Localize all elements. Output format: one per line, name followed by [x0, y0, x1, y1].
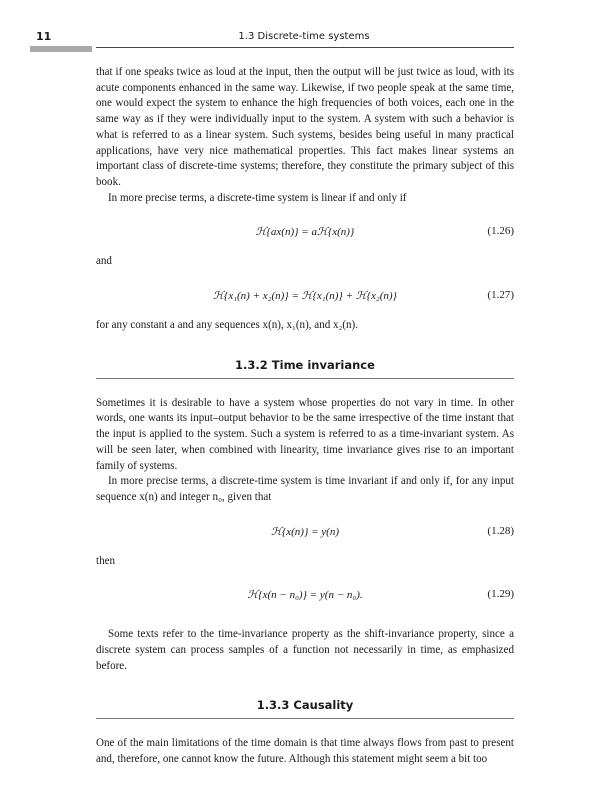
equation-body: ℋ{x₁(n) + x₂(n)} = ℋ{x₁(n)} + ℋ{x₂(n)}	[213, 290, 397, 303]
paragraph-causality-intro: One of the main limitations of the time domain is that time always flows from past to present and, therefore, one cannot know the future. Although this statement might seem a bit too	[96, 737, 514, 766]
paragraph-then: then	[96, 554, 116, 567]
page-body	[96, 65, 514, 768]
header-rule	[96, 47, 514, 48]
paragraph-shift-invariance: Some texts refer to the time-invariance property as the shift-invariance property, since a discrete system can process samples of a function not necessarily in time, as emphasized before.	[96, 628, 514, 672]
equation-body: ℋ{ax(n)} = aℋ{x(n)}	[255, 226, 355, 239]
equation-1-29	[96, 585, 514, 607]
paragraph-time-invariance-definition: In more precise terms, a discrete-time system is time invariant if and only if, for any input sequence x(n) and integer n₀, given that	[96, 475, 514, 503]
equation-1-27	[96, 286, 514, 308]
equation-body: ℋ{x(n)} = y(n)	[270, 525, 339, 538]
equation-number: (1.29)	[487, 588, 514, 601]
paragraph-and: and	[96, 255, 112, 268]
page-number: 11	[36, 30, 52, 43]
equation-number: (1.27)	[487, 289, 514, 302]
equation-number: (1.28)	[487, 524, 514, 537]
paragraph-linear-definition: In more precise terms, a discrete-time system is linear if and only if	[108, 191, 407, 204]
paragraph-linear-intro: that if one speaks twice as loud at the input, then the output will be just twice as loud, with its acute components enhanced in the same way. Likewise, if two people speak at the same time, one would expect the system to enhance the high frequencies of both voices, each one in the same way as if they were individually input to the system. A system with such a behavior is what is referred to as a linear system. Such systems, besides being useful in many practical applications, have very nice mathematical properties. This fact makes linear systems an important class of discrete-time systems; therefore, they constitute the primary subject of this book.	[96, 66, 514, 188]
section-heading-causality: 1.3.3 Causality	[96, 698, 514, 719]
running-header: 1.3 Discrete-time systems	[238, 31, 370, 42]
equation-number: (1.26)	[487, 225, 514, 238]
equation-1-26	[96, 222, 514, 244]
equation-1-28	[96, 522, 514, 544]
equation-body: ℋ{x(n − n₀)} = y(n − n₀).	[247, 589, 363, 602]
paragraph-linear-conditions: for any constant a and any sequences x(n), x₁(n), and x₂(n).	[96, 319, 358, 332]
section-heading-time-invariance: 1.3.2 Time invariance	[96, 358, 514, 379]
header-bar	[30, 46, 92, 52]
paragraph-time-invariance-intro: Sometimes it is desirable to have a system whose properties do not vary in time. In other words, one wants its input–output behavior to be the same irrespective of the time instant that the input is applied to the system. Such a system is referred to as a time-invariant system. As will be seen later, when combined with linearity, time invariance gives rise to an important family of systems.	[96, 396, 514, 472]
